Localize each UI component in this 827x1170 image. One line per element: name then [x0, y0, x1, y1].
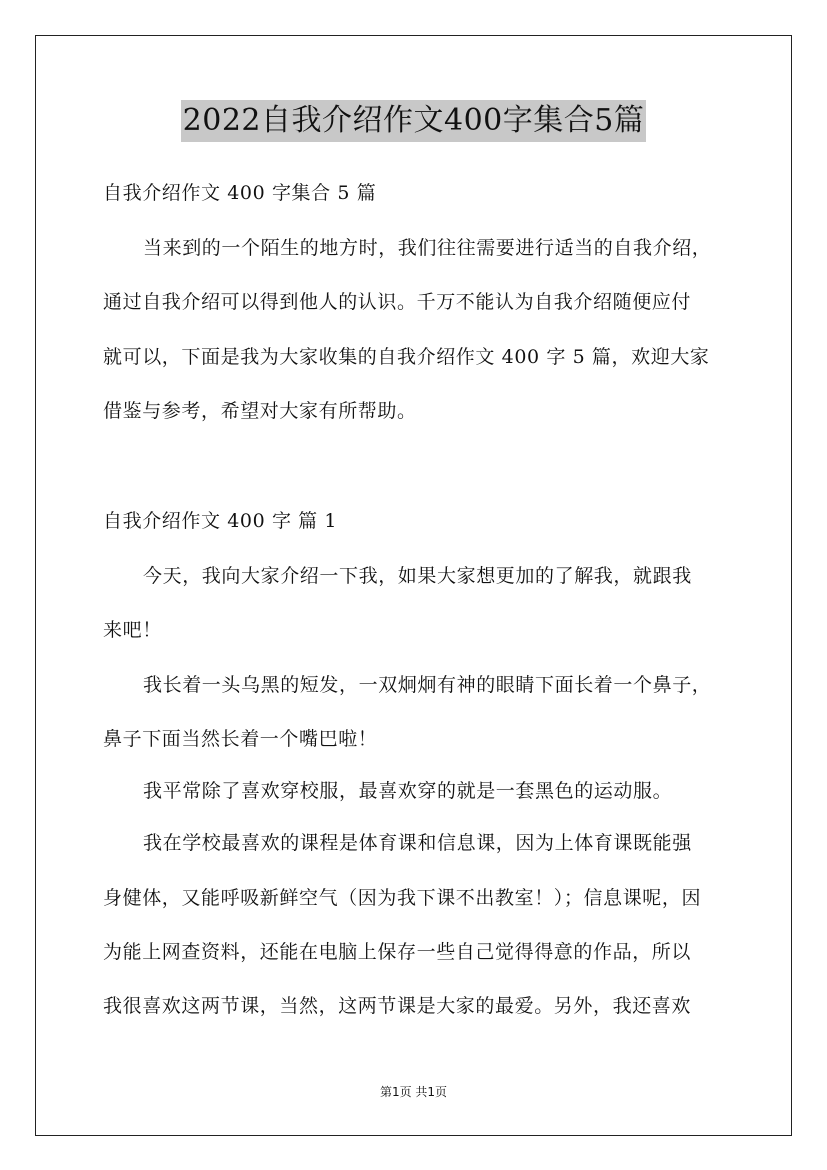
- body-line: 身健体，又能呼吸新鲜空气（因为我下课不出教室！）；信息课呢，因: [103, 887, 702, 909]
- body-line: 我平常除了喜欢穿校服，最喜欢穿的就是一套黑色的运动服。: [143, 780, 673, 802]
- section-heading: 自我介绍作文 400 字 篇 1: [103, 510, 338, 532]
- body-line: 我很喜欢这两节课，当然，这两节课是大家的最爱。另外，我还喜欢: [103, 995, 692, 1017]
- document-subtitle: 自我介绍作文 400 字集合 5 篇: [103, 182, 377, 204]
- intro-line: 当来到的一个陌生的地方时，我们往往需要进行适当的自我介绍，: [143, 237, 712, 259]
- body-line: 为能上网查资料，还能在电脑上保存一些自己觉得得意的作品，所以: [103, 941, 692, 963]
- intro-line: 借鉴与参考，希望对大家有所帮助。: [103, 400, 417, 422]
- body-line: 来吧！: [103, 619, 162, 641]
- page-footer: 第1页 共1页: [379, 1085, 448, 1099]
- body-line: 鼻子下面当然长着一个嘴巴啦！: [103, 728, 378, 750]
- body-line: 我在学校最喜欢的课程是体育课和信息课，因为上体育课既能强: [143, 832, 692, 854]
- title-container: [0, 100, 827, 142]
- document-title: 2022自我介绍作文400字集合5篇: [181, 100, 647, 142]
- intro-line: 就可以，下面是我为大家收集的自我介绍作文 400 字 5 篇，欢迎大家: [103, 346, 710, 368]
- body-line: 我长着一头乌黑的短发，一双炯炯有神的眼睛下面长着一个鼻子，: [143, 674, 712, 696]
- body-line: 今天，我向大家介绍一下我，如果大家想更加的了解我，就跟我: [143, 565, 692, 587]
- intro-line: 通过自我介绍可以得到他人的认识。千万不能认为自我介绍随便应付: [103, 291, 692, 313]
